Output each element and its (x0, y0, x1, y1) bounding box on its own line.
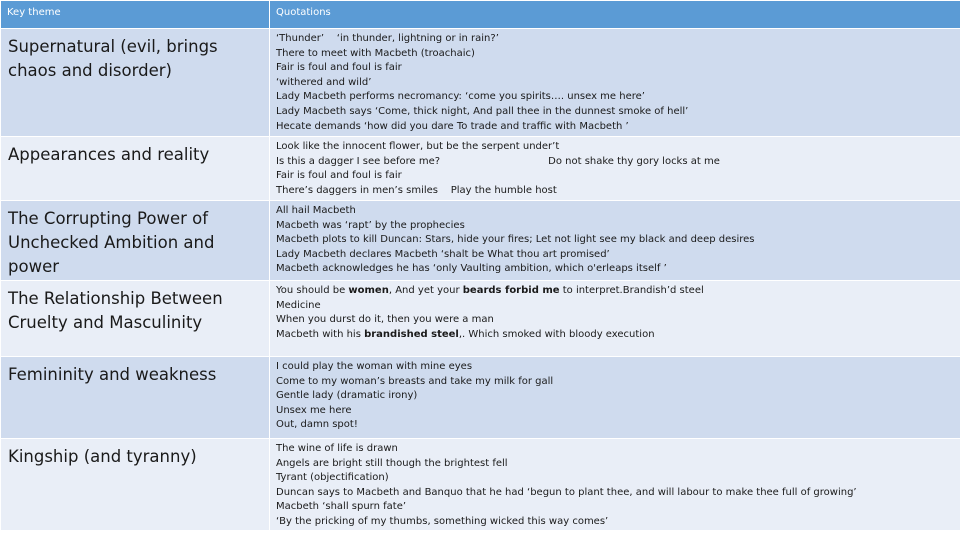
quotes-cell (270, 137, 960, 201)
quote-line-bold: You should be women, And yet your beards forbid me to interpret.Brandish’d steel (276, 285, 704, 296)
quote-line: I could play the woman with mine eyes (276, 361, 473, 372)
theme-label: Kingship (and tyranny) (8, 447, 197, 466)
table-row (1, 439, 960, 531)
quotes-cell (270, 357, 960, 439)
theme-label: The Relationship Between Cruelty and Masculinity (8, 289, 223, 332)
header-quotations: Quotations (270, 1, 960, 29)
quote-line: Fair is foul and foul is fair (276, 62, 402, 74)
quote-line: Fair is foul and foul is fair (276, 170, 402, 182)
quote-line: ‘By the pricking of my thumbs, something wicked this way comes’ (276, 515, 609, 527)
quote-line: Lady Macbeth performs necromancy: ‘come you spirits…. unsex me here’ (276, 91, 645, 103)
quote-line: Hecate demands ‘how did you dare To trade and traffic with Macbeth ’ (276, 120, 629, 132)
table-row (1, 137, 960, 201)
quote-line: Medicine (276, 299, 321, 311)
theme-label: The Corrupting Power of Unchecked Ambition and power (8, 209, 215, 276)
table-row (1, 357, 960, 439)
quotes-cell (270, 281, 960, 357)
quote-line: Unsex me here (276, 404, 352, 416)
quotes-cell (270, 29, 960, 137)
quote-line: Duncan says to Macbeth and Banquo that he had ‘begun to plant thee, and will labour to make thee full of growing’ (276, 486, 857, 498)
theme-cell (1, 439, 270, 531)
theme-cell (1, 137, 270, 201)
theme-cell (1, 201, 270, 281)
quote-line: Macbeth plots to kill Duncan: Stars, hide your fires; Let not light see my black and deep desires (276, 234, 755, 246)
bold-phrase: beards forbid me (462, 285, 560, 296)
quote-line: The wine of life is drawn (276, 443, 398, 454)
quote-line: Is this a dagger I see before me? Do not shake thy gory locks at me (276, 155, 720, 167)
quote-line: Tyrant (objectification) (276, 472, 389, 484)
table-row (1, 201, 960, 281)
header-key-theme: Key theme (1, 1, 270, 29)
quote-line: Macbeth ‘shall spurn fate’ (276, 501, 407, 513)
quote-line: Out, damn spot! (276, 419, 358, 431)
theme-label: Appearances and reality (8, 145, 210, 164)
quote-line-bold: Macbeth with his brandished steel,. Which smoked with bloody execution (276, 328, 655, 340)
table-row (1, 29, 960, 137)
header-row (1, 1, 960, 29)
bold-phrase: brandished steel (364, 328, 459, 340)
quote-line: There to meet with Macbeth (troachaic) (276, 47, 475, 59)
theme-cell (1, 29, 270, 137)
quote-line: ‘Thunder’ ‘in thunder, lightning or in rain?’ (276, 33, 499, 44)
quote-line: All hail Macbeth (276, 205, 356, 216)
quote-line: There’s daggers in men’s smiles Play the humble host (276, 184, 557, 196)
theme-cell (1, 357, 270, 439)
quote-line: ‘withered and wild’ (276, 76, 372, 88)
quotes-cell (270, 201, 960, 281)
quote-line: Angels are bright still though the brightest fell (276, 457, 508, 469)
bold-phrase: women (348, 285, 389, 296)
theme-label: Supernatural (evil, brings chaos and disorder) (8, 37, 218, 80)
quote-line: Macbeth was ‘rapt’ by the prophecies (276, 219, 465, 231)
quotes-cell (270, 439, 960, 531)
quote-line: Macbeth acknowledges he has ‘only Vaulting ambition, which o'erleaps itself ’ (276, 263, 667, 275)
quote-line: Lady Macbeth declares Macbeth ‘shalt be What thou art promised’ (276, 248, 610, 260)
quote-line: Look like the innocent flower, but be the serpent under’t (276, 141, 560, 152)
quote-line: Lady Macbeth says ‘Come, thick night, And pall thee in the dunnest smoke of hell’ (276, 105, 689, 117)
theme-cell (1, 281, 270, 357)
theme-label: Femininity and weakness (8, 365, 217, 384)
quote-line: Come to my woman’s breasts and take my milk for gall (276, 375, 554, 387)
quote-line: Gentle lady (dramatic irony) (276, 390, 418, 402)
table-row (1, 281, 960, 357)
quote-line: When you durst do it, then you were a man (276, 314, 494, 326)
